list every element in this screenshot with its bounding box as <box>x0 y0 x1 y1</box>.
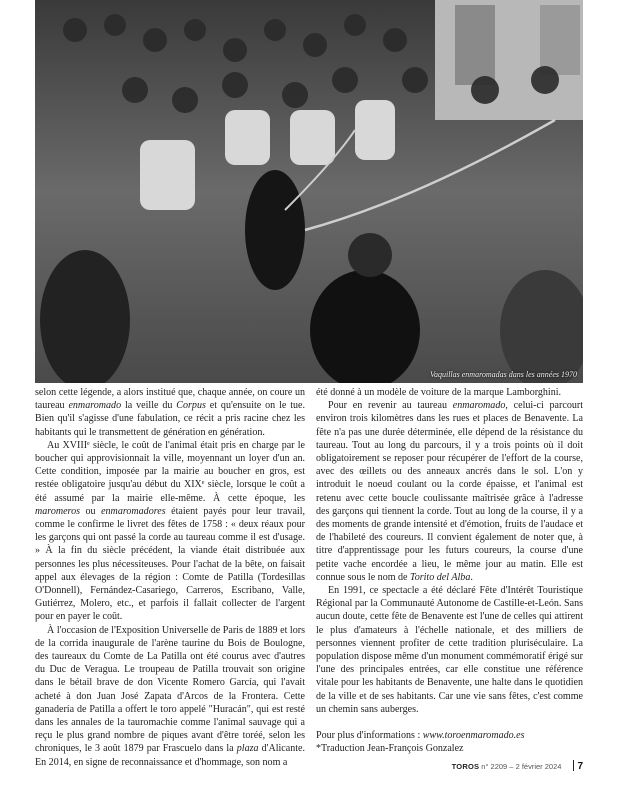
page-number: 7 <box>577 761 583 772</box>
paragraph: été donné à un modèle de voiture de la marque Lamborghini. <box>316 387 562 398</box>
bull <box>245 170 305 290</box>
paragraph: Au XVIIIe siècle, le coût de l'animal était pris en charge par le boucher qui approvisionnait la ville, moyennant un loyer d'un an. Cette condition, imposée par la mairie au boucher en gros, est restée obligatoire jusqu'au début du XIXe siècle, lorsque le coût a été assumé par la mairie elle-même. À cette époque, les maromeros ou enmaromadores étaient payés pour leur travail, comme le confirme le livret des fêtes de 1758 : « deux réaux pour les garçons qui ont passé la corde au taureau comme il est d'usage. » À la fin du siècle précédent, la viande était distribuée aux personnes les plus nécessiteuses. Pour l'achat de la bête, on faisait appel aux élevages de la région : Comte de Patilla (Tordesillas O'Donnell), Fernández-Casariego, Carreros, Escribano, Valle, Gutiérrez, Molero, etc., et parfois il fallait collecter de l'argent pour en payer le coût. <box>35 439 305 623</box>
magazine-name: TOROS <box>451 762 480 771</box>
paragraph: En 1991, ce spectacle a été déclaré Fête d'Intérêt Touristique Régional par la Communauté Autonome de Castille-et-León. Sans aucun doute, cette fête de Benavente est l'une de celles qui attirent le plus d'amateurs à l'échelle nationale, et des milliers de personnes viennent profiter de cette tradition pluriséculaire. La population dispose même d'un monument commémoratif érigé sur l'une des principales entrées, car elle constitue une référence vitale pour les habitants de Benavente, une halte dans le quotidien de la ville et de ses habitants. Car une vie sans fêtes, c'est comme un chemin sans auberges. <box>316 585 583 715</box>
left-column <box>35 386 305 769</box>
footer-divider <box>573 760 574 771</box>
street-photo <box>35 0 583 383</box>
paragraph: À l'occasion de l'Exposition Universelle de Paris de 1889 et lors de la corrida inaugurale de l'arène taurine du Bois de Boulogne, des taureaux du Comte de La Patilla ont été courus avec d'autres du Duc de Veragua. Le troupeau de Patilla trouvait son origine dans le bétail brave de don Vicente Romero García, qui l'avait acheté à don Juan José Zapata d'Arcos de la Frontera. Cette ganadería de Patilla a offert le toro appelé "Huracán", qui est resté dans les annales de la tauromachie comme l'animal sauvage qui a reçu le plus grand nombre de piques avant d'être toréé, selon les chroniques, le 3 août 1879 par Frascuelo dans la plaza d'Alicante. En 2014, en signe de reconnaissance et d'hommage, son nom a <box>35 624 306 768</box>
paragraph: selon cette légende, a alors institué que, chaque année, on coure un taureau enmaromado la veille du Corpus et qu'ensuite on le tue. Bien qu'il s'agisse d'une fabulation, ce récit a pris racine chez les habitants qui le transmettent de génération en génération. <box>35 387 305 438</box>
info-link[interactable]: www.toroenmaromado.es <box>422 730 525 742</box>
translation-credit: *Traduction Jean-François Gonzalez <box>316 743 464 755</box>
info-line: Pour plus d'informations : www.toroenmaromado.es <box>316 730 525 742</box>
issue-info: n° 2209 – 2 février 2024 <box>479 762 562 771</box>
right-column <box>316 386 583 756</box>
photo-caption: Vaquillas enmaromadas dans les années 1970 <box>429 370 577 379</box>
page-footer <box>452 760 583 772</box>
photo-illustration <box>35 0 583 383</box>
paragraph: Pour en revenir au taureau enmaromado, celui-ci parcourt environ trois kilomètres dans les rues et places de Benavente. La fête n'a pas une durée déterminée, elle dépend de la résistance du taureau. Tout au long du parcours, il y a trois points où il doit obligatoirement se reposer pour récupérer de l'effort de la course, avec des œillets ou des anneaux ancrés dans le sol. L'on y introduit le noeud coulant ou la corde épaisse, et l'animal est retenu avec cette boucle coulissante maîtrisée grâce à l'adresse des garçons qui tiennent la corde. Tout au long de la course, il y a des moments de grande intensité et d'émotion, fruits de l'audace et de l'habileté des coureurs. Il convient également de noter que, à titre d'apprentissage pour les futurs coureurs, la course d'une petite vache encordée a lieu, le même jour au matin. Elle est connue sous le nom de Torito del Alba. <box>316 400 584 583</box>
